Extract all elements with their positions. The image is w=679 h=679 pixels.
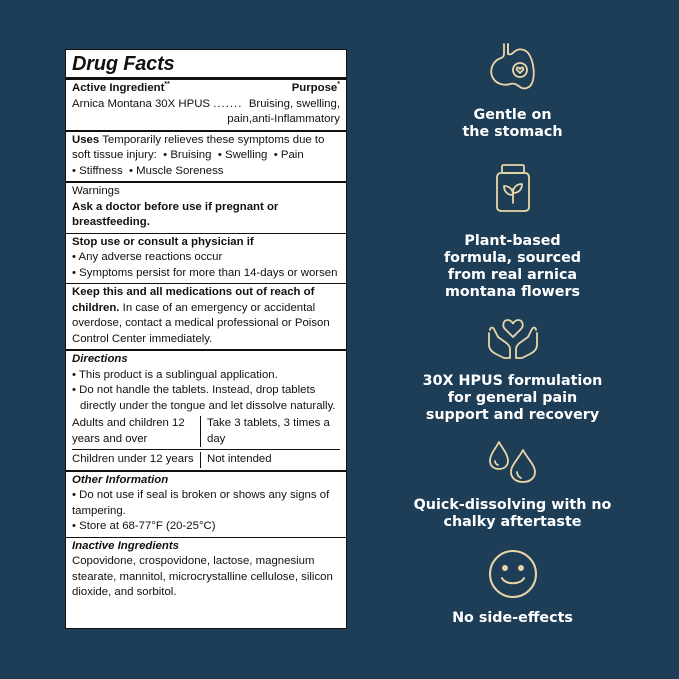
active-ingredient-section: Active Ingredient** Purpose* Arnica Montana 30X HPUS ....... Bruising, swelling, pain,anti-Inflammatory	[66, 80, 346, 131]
feature-label: montana flowers	[444, 284, 581, 300]
other-info-label: Other Information	[72, 473, 169, 486]
directions-label: Directions	[72, 353, 128, 365]
other-info-section	[66, 471, 346, 538]
feature-no-side-effects	[400, 548, 625, 627]
purpose-line2: pain,anti-Inflammatory	[227, 113, 340, 125]
keep-text: In case of an emergency or accidental overdose, contact a medical professional or Poison Control Center immediately.	[72, 301, 330, 345]
warnings-text: Ask a doctor before use if pregnant or breastfeeding.	[72, 200, 279, 228]
feature-plant-based	[400, 163, 625, 301]
droplets-icon	[485, 440, 541, 484]
uses-item: Muscle Soreness	[136, 164, 224, 177]
dosage-dose: Not intended	[200, 452, 340, 468]
warnings-label: Warnings	[72, 185, 120, 197]
dosage-dose: Take 3 tablets, 3 times a day	[200, 416, 340, 447]
dosage-who: Adults and children 12 years and over	[72, 417, 185, 445]
uses-label: Uses	[72, 133, 100, 146]
feature-label: Quick-dissolving with no	[413, 497, 612, 513]
other-info-item: • Store at 68-77°F (20-25°C)	[72, 520, 216, 532]
feature-30x-hpus	[400, 315, 625, 424]
feature-label: support and recovery	[425, 407, 600, 423]
stop-use-item: • Symptoms persist for more than 14-days or worsen	[72, 266, 338, 279]
keep-bold-text: Keep this and all medications out of reach of children.	[72, 286, 315, 314]
stop-use-section	[66, 234, 346, 285]
directions-section	[66, 351, 346, 471]
feature-label: from real arnica	[447, 267, 578, 283]
dosage-who: Children under 12 years	[72, 453, 194, 465]
feature-label: 30X HPUS formulation	[422, 373, 603, 389]
drug-facts-title: Drug Facts	[66, 50, 346, 80]
heart-hands-icon	[486, 315, 540, 361]
drug-facts-panel	[65, 49, 347, 629]
dosage-row	[72, 450, 340, 468]
feature-quick-dissolving	[400, 440, 625, 531]
feature-label: formula, sourced	[443, 250, 582, 266]
feature-label: chalky aftertaste	[443, 514, 582, 530]
uses-section: Uses Temporarily relieves these symptoms due to soft tissue injury: • Bruising • Swelling • Pain • Stiffness • Muscle Soreness	[66, 131, 346, 184]
feature-label: for general pain	[447, 390, 578, 406]
warnings-section	[66, 183, 346, 234]
feature-label: Plant-based	[464, 233, 561, 249]
keep-out-of-reach-section	[66, 284, 346, 351]
purpose-header: Purpose	[291, 82, 338, 94]
ingredient-name: Arnica Montana 30X HPUS	[72, 97, 211, 110]
uses-item: Bruising	[170, 149, 212, 161]
inactive-label: Inactive Ingredients	[72, 539, 179, 552]
inactive-ingredients-section	[66, 538, 346, 603]
active-ingredient-header: Active Ingredient	[72, 82, 165, 94]
feature-label: Gentle on	[473, 107, 552, 123]
stop-use-label: Stop use or consult a physician if	[72, 235, 254, 248]
smiley-icon	[487, 548, 539, 600]
uses-item: Stiffness	[79, 164, 123, 177]
plant-bottle-icon	[493, 163, 533, 213]
dosage-row	[72, 416, 340, 450]
feature-label: the stomach	[462, 124, 563, 140]
directions-item: • This product is a sublingual application.	[72, 368, 278, 381]
uses-item: Swelling	[224, 149, 268, 161]
stomach-icon	[486, 40, 540, 94]
feature-label: No side-effects	[452, 610, 573, 626]
feature-gentle-stomach	[400, 40, 625, 141]
inactive-text: Copovidone, crospovidone, lactose, magnesium stearate, mannitol, microcrystalline cellulose, silicon dioxide, and sorbitol.	[72, 555, 333, 598]
uses-text: Temporarily relieves these symptoms due to soft tissue injury:	[72, 133, 325, 161]
directions-item: • Do not handle the tablets. Instead, drop tablets directly under the tongue and let dissolve naturally.	[72, 384, 336, 412]
uses-item: Pain	[280, 149, 304, 161]
purpose-line1: Bruising, swelling,	[248, 97, 340, 110]
other-info-item: • Do not use if seal is broken or shows any signs of tampering.	[72, 489, 330, 517]
stop-use-item: • Any adverse reactions occur	[72, 251, 223, 263]
